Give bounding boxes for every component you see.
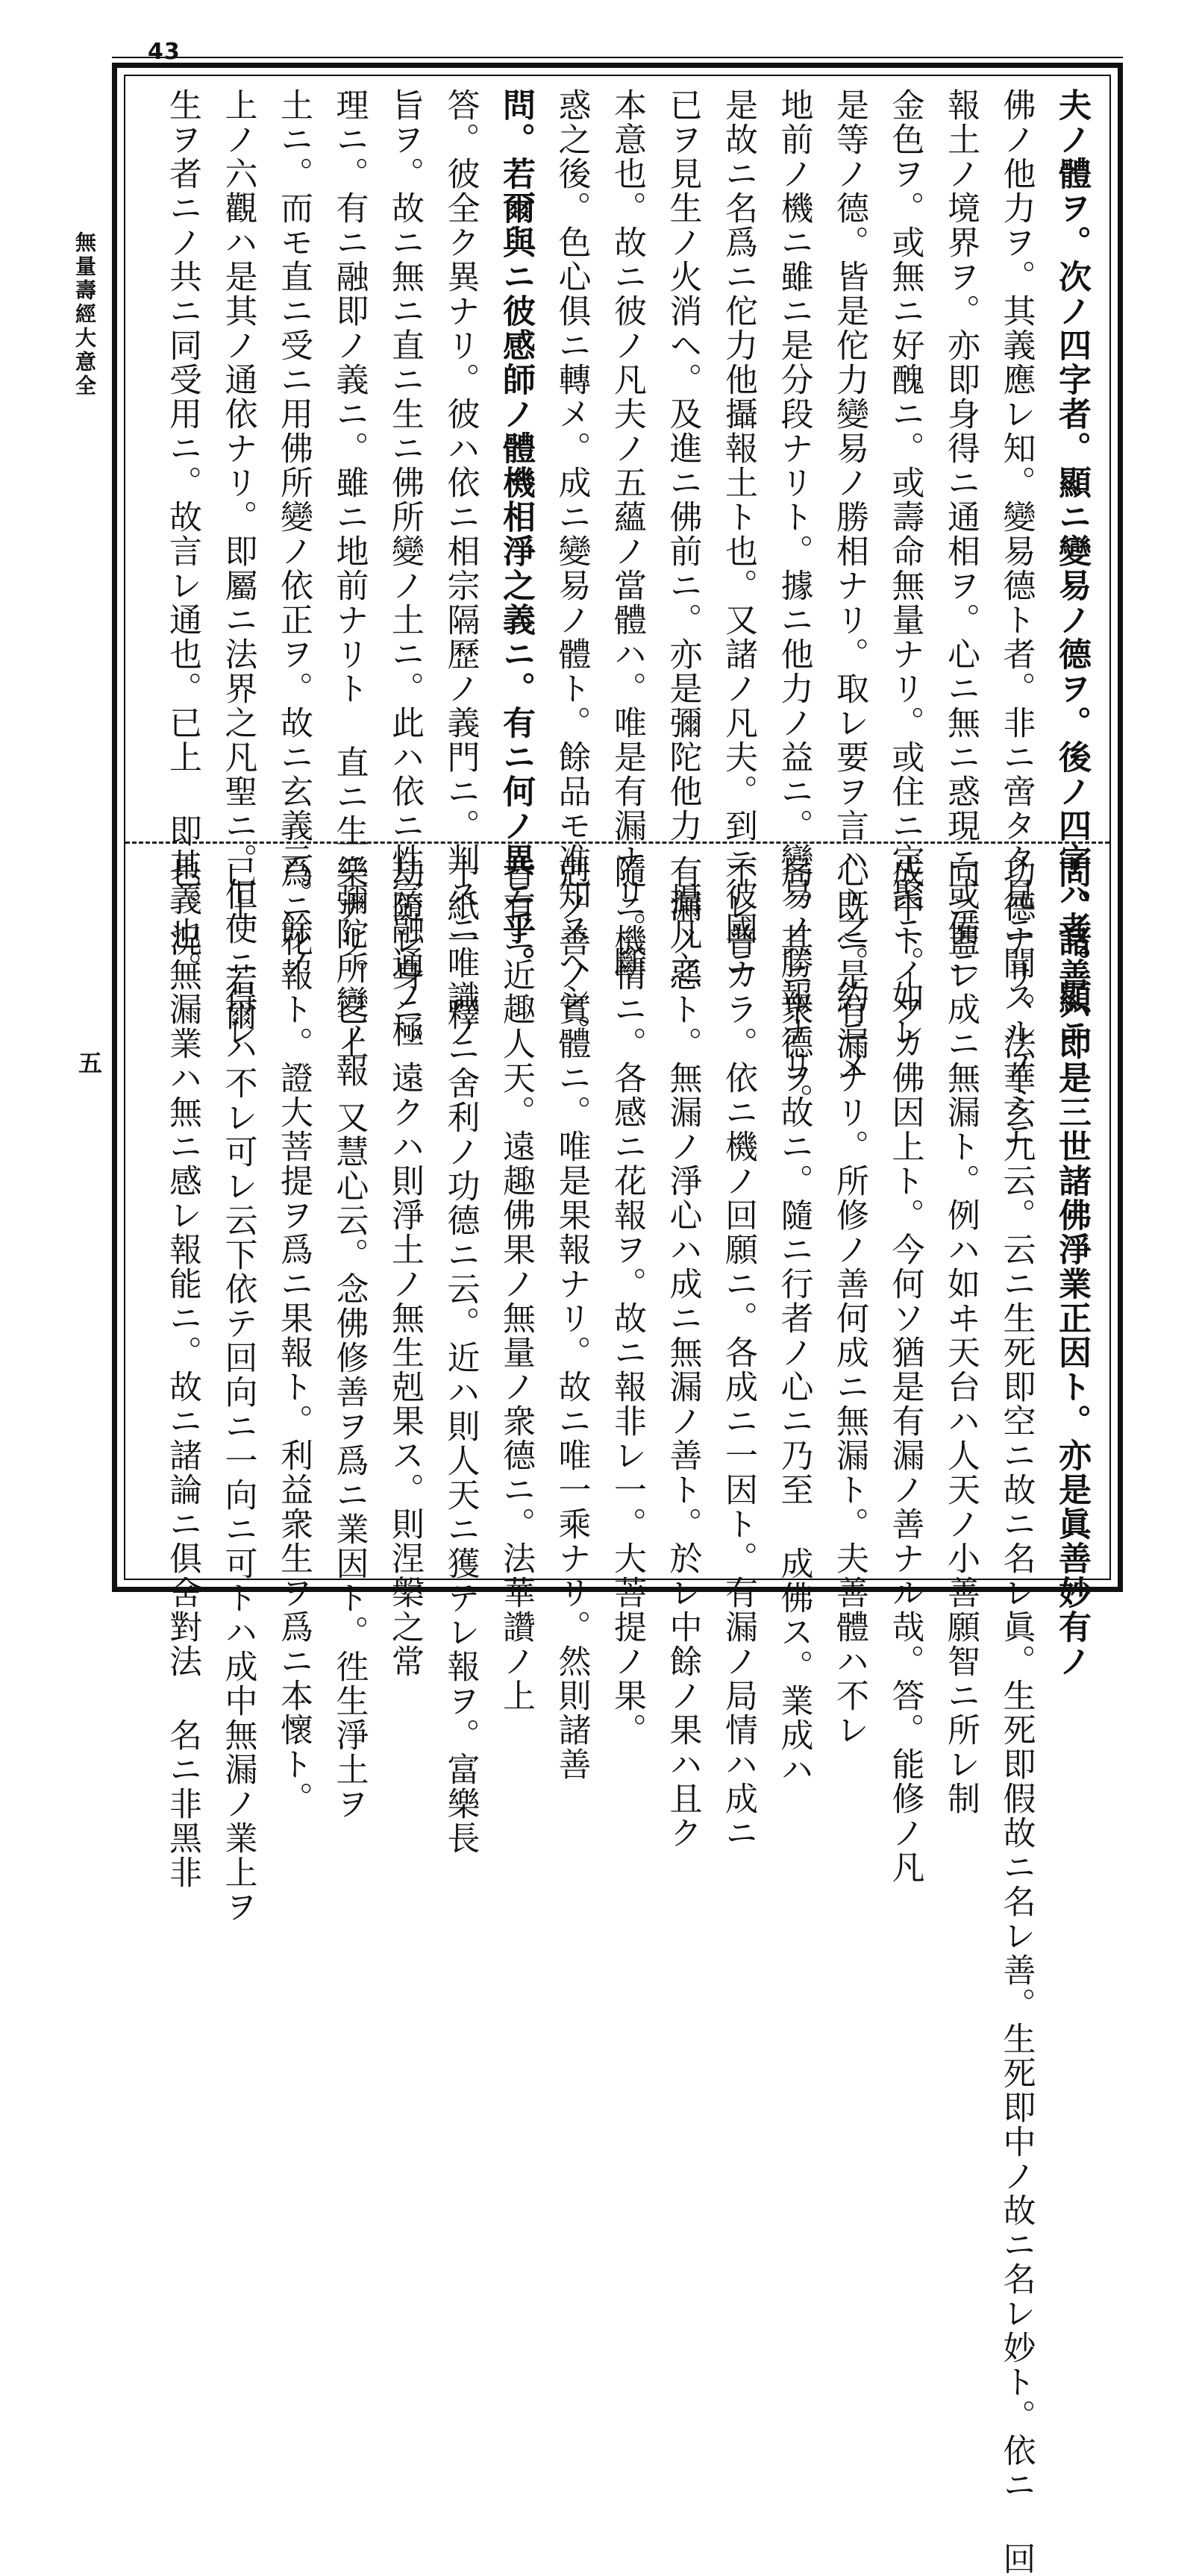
folio-number: 五 [75,1050,103,1074]
text-column: 問。諸善ハ即是三世諸佛淨業正因ト。亦是眞善妙有ノ [1053,855,1091,1679]
text-column: 剋ノ善ノ實體ニ。唯是果報ナリ。故ニ唯一乘ナリ。然則諸善 [552,855,591,1781]
text-column: 上ノ六觀ハ是其ノ通依ナリ。即屬ニ法界之凡聖ニ。但使ニ得レ [219,88,257,1049]
text-column: 功德ナリ。法華玄九云。云ニ生死即空ニ故ニ名レ眞。生死即假故ニ名レ善。生死即中ノ故ニ名レ妙ト。依ニ 回 [997,855,1036,2576]
text-column: 爲ニ花報ト。證大菩提ヲ爲ニ果報ト。利益衆生ヲ爲ニ本懷ト。 [275,855,313,1816]
text-column: 樂ナリ。已上 又慧心云。念佛修善ヲ爲ニ業因ト。徃生淨土ヲ [330,855,369,1821]
text-column: 局。其ニ衆德ヲ故ニ。隨ニ行者ノ心ニ乃至 成佛ス。業成ハ [774,855,813,1787]
text-column: 惑之後。色心俱ニ轉メ。成ニ變易ノ體ト。餘品モ准知スヘシ。 [552,88,591,1049]
text-column: 夫ノ體ヲ。次ノ四字者。顯ニ變易ノ德ヲ。後ノ四字ハ者。顯ニ [1053,88,1091,1049]
text-column: 生ヲ者ニノ共ニ同受用ニ。故言レ通也。已上 即其義也。 [163,88,201,985]
text-column: 十紙一 釋ニ舍利ノ功德ニ云。近ハ則人天ニ獲テレ報ヲ。富樂長 [441,855,480,1855]
text-column: 已ヲ見生ノ火消ヘ。及進ニ佛前ニ。亦是彌陀他力 攝凡之 [663,88,702,985]
text-column: 是等ノ德。皆是佗力變易ノ勝相ナリ。取レ要ヲ言ハヽ之。約ニメ [830,88,868,1083]
text-column: 有漏ノ惡ト。無漏ノ淨心ハ成ニ無漏ノ善ト。於レ中餘ノ果ハ且ク [663,855,702,1850]
text-column: 不レ普カラ。依ニ機ノ回願ニ。各成ニ一因ト。有漏ノ局情ハ成ニ [719,855,757,1850]
text-column: 皆有ニ近趣人天。遠趣佛果ノ無量ノ衆德ニ。法華讚ノ上 [497,855,535,1713]
text-column: 劫隨レ身ニ。遠クハ則淨土ノ無生剋果ス。則涅槃之常 [386,855,424,1679]
text-column: 答。彼全ク異ナリ。彼ハ依ニ相宗隔歷ノ義門ニ。判スニ唯識ノ [441,88,480,1049]
text-column: 佛ノ他力ヲ。其義應レ知。變易德ト者。非ニ啻タタ見ニ聞スルノミニ [997,88,1036,1152]
text-column: 是故ニ名爲ニ佗力他攝報土ト也。又諸ノ凡夫。到ニ彼國ニ [719,88,757,980]
text-column: 報土ノ境界ヲ。亦即身得ニ通相ヲ。心ニ無ニ惑現ニ或備ニ [942,88,980,980]
text-column: 成中トイフカ佛因上ト。今何ソ猶是有漏ノ善ナル哉。答。能修ノ凡 [886,855,924,1884]
text-column: 本意也。故ニ彼ノ凡夫ノ五蘊ノ當體ハ。唯是有漏ナリ。斷 [608,88,646,980]
running-title: 無量壽經大意全 [72,231,97,398]
text-column: 問。若爾與ニ彼感師ノ體機相淨之義ニ。有ニ何ノ異ニ乎。 [497,88,535,980]
text-column: 金色ヲ。或無ニ好醜ニ。或壽命無量ナリ。或住ニ定聚ニ。如レ [886,88,924,1049]
text-column: 地前ノ機ニ雖ニ是分段ナリト。據ニ他力ノ益ニ。變易ノ勝報ナリ。 [774,88,813,1118]
top-rule [112,57,1123,58]
lower-register [140,855,1099,2576]
upper-register [140,88,1099,1152]
text-column: 隨ニ機情ニ。各感ニ花報ヲ。故ニ報非レ一。大菩提ノ果。 [608,855,646,1747]
text-column: 理ニ。有ニ融即ノ義ニ。雖ニ地前ナリト 直ニ生ニ彌陀所變ノ報 [330,88,369,1088]
text-column: 向ニ蓋レ成ニ無漏ト。例ハ如ヰ天台ハ人天ノ小善願智ニ所レ制 [942,855,980,1816]
text-column: 土ニ。而モ直ニ受ニ用佛所變ノ依正ヲ。故ニ玄義云。餘ノ [275,88,313,980]
text-column: 心既ニ是有漏ナリ。所修ノ善何成ニ無漏ト。夫善體ハ不レ [830,855,868,1747]
text-column: 也。況無漏業ハ無ニ感レ報能ニ。故ニ諸論ニ俱舍對法 名ニ非黑非 [163,855,201,1890]
text-column: 已上 若爾ハ不レ可レ云下依テ回向ニ一向ニ可トハ成中無漏ノ業上ヲ [219,855,257,1924]
page-number: 43 [148,39,181,65]
text-column: 旨ヲ。故ニ無ニ直ニ生ニ佛所變ノ土ニ。此ハ依ニ性宗融通ノ極 [386,88,424,1049]
